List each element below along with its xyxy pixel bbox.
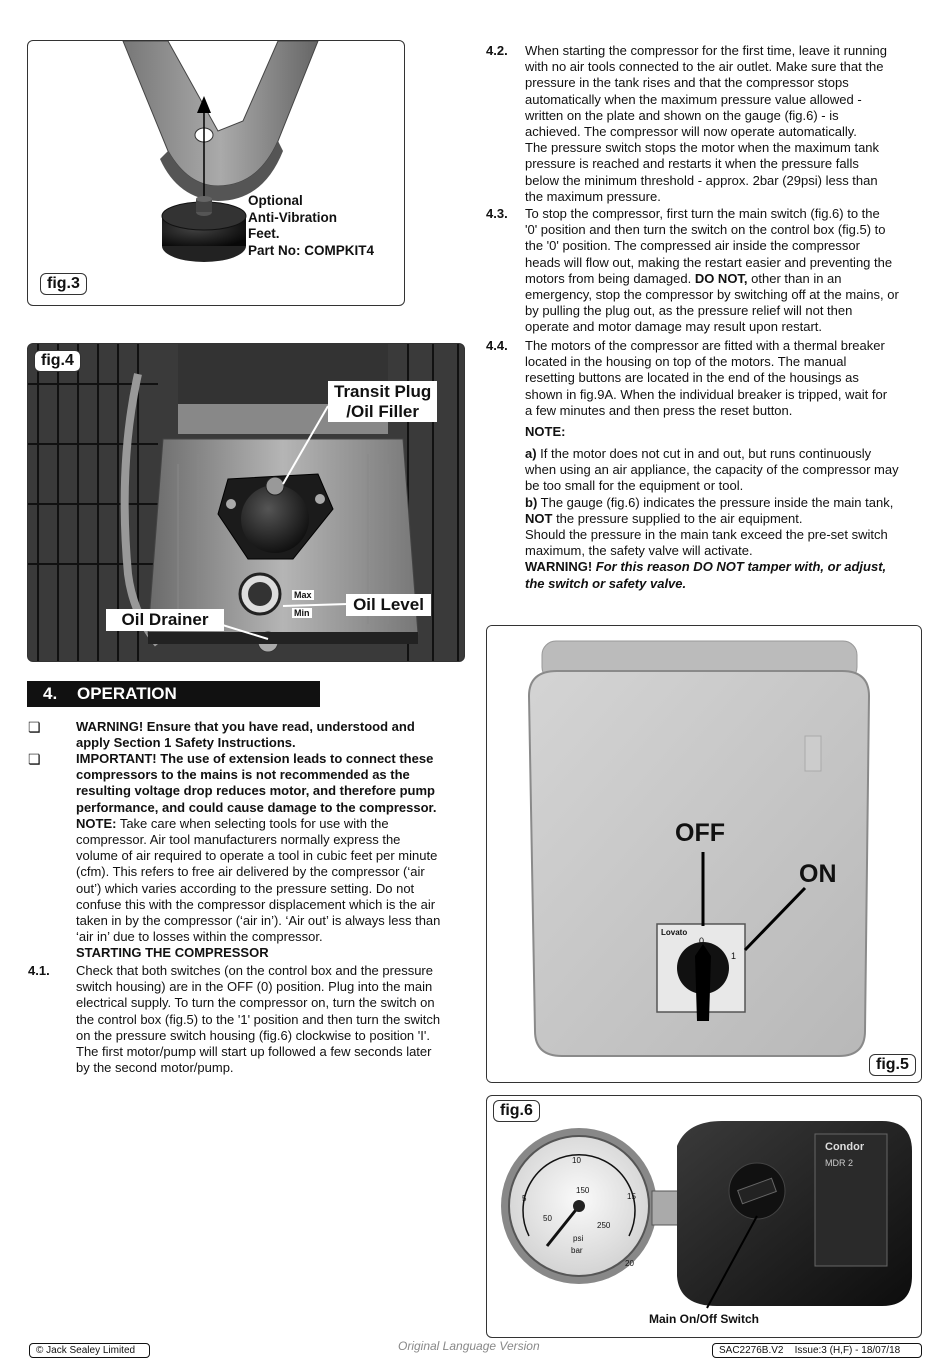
step-line: the maximum pressure. bbox=[525, 188, 661, 204]
off-label: OFF bbox=[675, 819, 725, 847]
note-line: (cfm). This refers to free air delivered by the compressor (‘air bbox=[76, 864, 425, 880]
step-line: heads will flow out, making the restart easier and preventing the bbox=[525, 254, 893, 270]
step-line: operate and motor damage may result upon restart. bbox=[525, 319, 822, 335]
important-line: compressors to the mains is not recommended as the bbox=[76, 767, 410, 783]
warning-text bbox=[76, 719, 415, 751]
important-line: resulting voltage drop reduces motor, and therefore pump bbox=[76, 783, 435, 799]
figure-3 bbox=[27, 40, 405, 306]
step-line: by pulling the plug out, as the pressure relief will not then bbox=[525, 303, 853, 319]
step-line: pressure in the tank rises and that the compressor stops bbox=[525, 75, 849, 91]
warning-second-line: the switch or safety valve. bbox=[525, 575, 687, 591]
section-number: 4. bbox=[43, 684, 58, 703]
step-4-2-number: 4.2. bbox=[486, 43, 508, 58]
warning-line: apply Section 1 Safety Instructions. bbox=[76, 735, 296, 751]
switch-model: MDR 2 bbox=[825, 1158, 854, 1168]
s43-post: other than in an bbox=[747, 270, 842, 286]
note-a-first-text: If the motor does not cut in and out, but runs continuously bbox=[536, 446, 872, 461]
step-line: achieved. The compressor will now operate automatically. bbox=[525, 124, 857, 140]
switch-position-1: 1 bbox=[731, 951, 737, 961]
footer-center: Original Language Version bbox=[398, 1339, 540, 1353]
note-b-first bbox=[525, 495, 899, 511]
step-line: The first motor/pump will start up followed a few seconds later bbox=[76, 1044, 432, 1060]
note-label: NOTE: bbox=[76, 815, 117, 831]
note-line: ‘air in’ due to losses within the compressor. bbox=[76, 929, 323, 945]
step-line bbox=[525, 271, 899, 287]
note-b-second-text: the pressure supplied to the air equipment. bbox=[552, 510, 803, 526]
step-line: '0' position and then turn the switch on the control box (fig.5) to bbox=[525, 222, 886, 238]
note-line: confuse this with the compressor displacement which is the air bbox=[76, 896, 436, 912]
s43-em-b: , stop the compressor by switching off at the mains, or bbox=[588, 287, 899, 303]
fig3-label: fig.3 bbox=[40, 273, 87, 295]
step-line: below the minimum threshold - approx. 2bar (29psi) less than bbox=[525, 172, 878, 188]
step-line: When starting the compressor for the first time, leave it running bbox=[525, 43, 887, 58]
gauge-tick-50: 50 bbox=[543, 1214, 552, 1223]
step-line: Check that both switches (on the control box and the pressure bbox=[76, 963, 433, 978]
step-4-4-number: 4.4. bbox=[486, 338, 508, 353]
note-line: volume of air required to operate a tool in cubic feet per minute bbox=[76, 848, 438, 864]
fig3-callout bbox=[248, 193, 374, 259]
step-line: automatically when the maximum pressure value allowed - bbox=[525, 91, 862, 107]
oil-drainer-callout: Oil Drainer bbox=[106, 609, 224, 631]
step-4-2-text bbox=[525, 43, 887, 205]
step-line: on the pressure switch housing (fig.6) clockwise to position 'I'. bbox=[76, 1027, 430, 1043]
gauge-unit-bar: bar bbox=[571, 1246, 583, 1255]
fig4-label: fig.4 bbox=[34, 350, 81, 372]
note-b-first-text: The gauge (fig.6) indicates the pressure inside the main tank, bbox=[537, 494, 894, 510]
step-line: resetting buttons are located in the end of the housings as bbox=[525, 370, 859, 386]
gauge-tick-20: 20 bbox=[625, 1259, 634, 1268]
note-b-line: Should the pressure in the main tank exceed the pre-set switch bbox=[525, 527, 888, 543]
warning-first-text: For this reason DO NOT tamper with, or adjust, bbox=[592, 559, 887, 575]
fig6-label: fig.6 bbox=[493, 1100, 540, 1122]
warning-label: WARNING! bbox=[525, 559, 593, 575]
step-line: by the second motor/pump. bbox=[76, 1060, 234, 1076]
section-title: OPERATION bbox=[77, 684, 177, 703]
fig3-callout-line: Optional bbox=[248, 193, 303, 208]
gauge-tick-15: 15 bbox=[627, 1192, 636, 1201]
note-b-not: NOT bbox=[525, 510, 553, 526]
step-4-3-number: 4.3. bbox=[486, 206, 508, 221]
fig5-label: fig.5 bbox=[869, 1054, 916, 1076]
pressure-switch-photo bbox=[487, 1096, 922, 1338]
step-line: electrical supply. To turn the compressor on, turn the switch on bbox=[76, 995, 435, 1011]
s43-do-not: DO NOT, bbox=[694, 270, 748, 286]
transit-plug-callout bbox=[328, 381, 437, 422]
s43-em-a: emergency bbox=[525, 287, 589, 303]
step-line: shown in fig.9A. When the individual breaker is tripped, wait for bbox=[525, 386, 888, 402]
important-line: IMPORTANT! The use of extension leads to connect these bbox=[76, 751, 434, 766]
note-a-line: when using an air appliance, the capacity of the compressor may bbox=[525, 462, 899, 478]
fig3-callout-line: Part No: COMPKIT4 bbox=[248, 242, 375, 258]
step-line: with no air tools connected to the air outlet. Make sure that the bbox=[525, 59, 884, 75]
min-mark: Min bbox=[294, 608, 310, 618]
step-line: The pressure switch stops the motor when the maximum tank bbox=[525, 140, 880, 156]
step-line: The motors of the compressor are fitted with a thermal breaker bbox=[525, 338, 885, 353]
note-a-first bbox=[525, 446, 899, 462]
s43-pre: motors from being damaged. bbox=[525, 270, 695, 286]
note-heading: NOTE: bbox=[525, 424, 566, 439]
step-line: To stop the compressor, first turn the main switch (fig.6) to the bbox=[525, 206, 880, 221]
section-heading bbox=[27, 681, 320, 707]
figure-4 bbox=[27, 343, 465, 662]
step-line: located in the housing on top of the motors. The manual bbox=[525, 354, 847, 370]
warning-first-line bbox=[525, 559, 899, 575]
fig3-callout-line: Anti-Vibration bbox=[248, 209, 337, 225]
oil-level-callout: Oil Level bbox=[346, 594, 431, 616]
figure-5 bbox=[486, 625, 922, 1083]
step-4-1-text bbox=[76, 963, 440, 1076]
step-4-1-number: 4.1. bbox=[28, 963, 50, 978]
note-b-line: maximum, the safety valve will activate. bbox=[525, 543, 753, 559]
gauge-tick-150: 150 bbox=[576, 1186, 590, 1195]
note-line: taken in by the compressor (‘air in’). ‘Air out’ is always less than bbox=[76, 913, 441, 929]
switch-brand: Condor bbox=[825, 1141, 865, 1153]
step-line: a few minutes and then press the reset button. bbox=[525, 402, 793, 418]
control-box-photo bbox=[487, 626, 922, 1083]
gauge-tick-250: 250 bbox=[597, 1221, 611, 1230]
note-first-line bbox=[76, 816, 440, 832]
important-bullet-icon: ❏ bbox=[28, 751, 41, 767]
step-line: pressure is reached and restarts it when the pressure falls bbox=[525, 156, 859, 172]
note-b-second bbox=[525, 511, 899, 527]
warning-line: WARNING! Ensure that you have read, understood and bbox=[76, 719, 415, 734]
note-a-line: be too small for the equipment or tool. bbox=[525, 478, 744, 494]
step-line: the '0' position. The compressed air inside the compressor bbox=[525, 238, 860, 254]
footer-code: SAC2276B.V2 Issue:3 (H,F) - 18/07/18 bbox=[712, 1343, 922, 1358]
fig3-callout-line: Feet. bbox=[248, 226, 280, 241]
step-4-3-text bbox=[525, 206, 899, 336]
footer-copyright: © Jack Sealey Limited bbox=[29, 1343, 150, 1358]
transit-plug-line: Transit Plug bbox=[334, 382, 432, 401]
on-label: ON bbox=[799, 860, 837, 888]
note-a-label: a) bbox=[525, 446, 537, 461]
step-line bbox=[525, 287, 899, 303]
step-4-4-text bbox=[525, 338, 887, 419]
note-a-text bbox=[525, 446, 899, 592]
step-line: switch housing) are in the OFF (0) position. Plug into the main bbox=[76, 979, 433, 995]
note-line: out’) which varies according to the pressure setting. Do not bbox=[76, 880, 415, 896]
switch-position-0: 0 bbox=[699, 936, 705, 946]
important-line: performance, and could cause damage to the compressor. bbox=[76, 799, 437, 815]
anti-vibration-foot-photo bbox=[28, 41, 405, 306]
step-line: written on the plate and shown on the gauge (fig.6) - is bbox=[525, 107, 839, 123]
step-line: the control box (fig.5) to the '1' position and then turn the switch bbox=[76, 1011, 441, 1027]
subheading-starting: STARTING THE COMPRESSOR bbox=[76, 945, 269, 961]
warning-bullet-icon: ❏ bbox=[28, 719, 41, 735]
note-first: Take care when selecting tools for use with the bbox=[116, 815, 389, 831]
note-line: compressor. Air tool manufacturers normally express the bbox=[76, 832, 401, 848]
max-mark: Max bbox=[294, 590, 312, 600]
gauge-tick-5: 5 bbox=[522, 1194, 527, 1203]
transit-plug-line: /Oil Filler bbox=[346, 401, 420, 421]
gauge-unit-psi: psi bbox=[573, 1234, 584, 1243]
important-text bbox=[76, 751, 440, 962]
gauge-tick-10: 10 bbox=[572, 1156, 581, 1165]
lovato-brand: Lovato bbox=[661, 928, 688, 937]
figure-6 bbox=[486, 1095, 922, 1338]
note-b-label: b) bbox=[525, 494, 538, 510]
main-switch-callout: Main On/Off Switch bbox=[649, 1312, 759, 1326]
